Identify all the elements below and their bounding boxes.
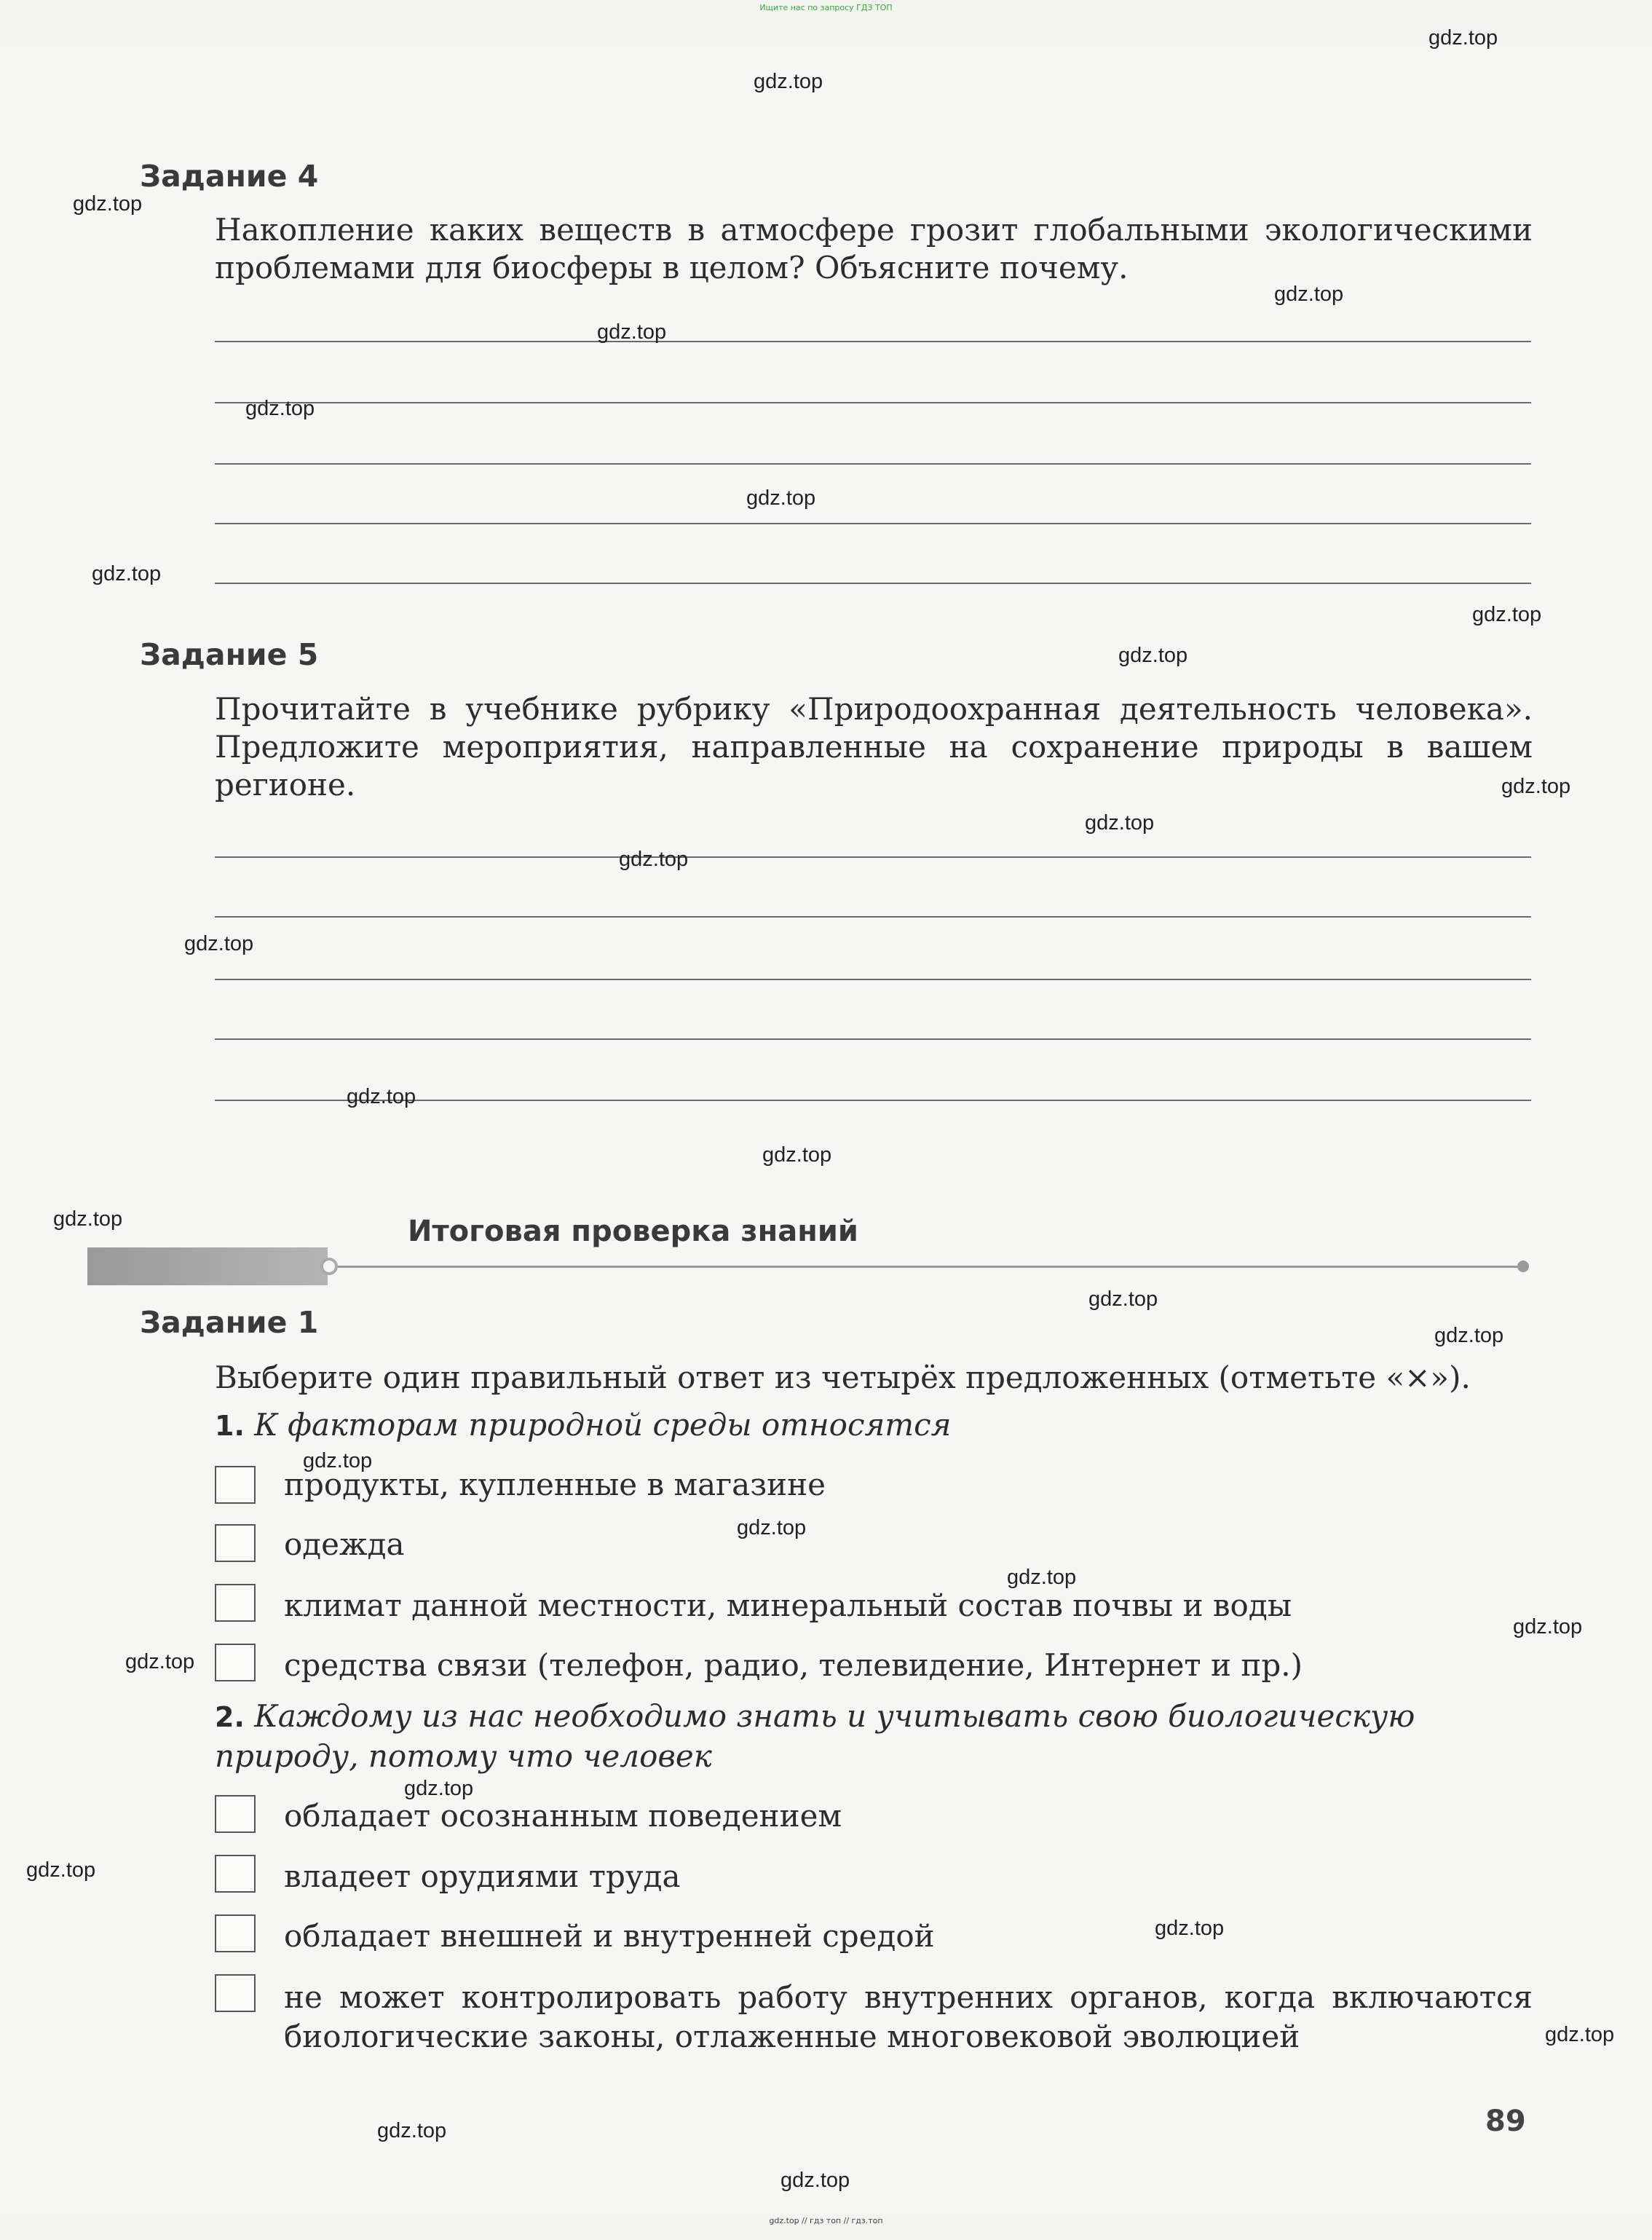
checkbox-q2-opt3[interactable] <box>215 1914 256 1952</box>
answer-line[interactable] <box>215 583 1531 584</box>
answer-line[interactable] <box>215 979 1531 980</box>
answer-line[interactable] <box>215 1038 1531 1040</box>
watermark: gdz.top <box>746 486 816 510</box>
watermark: gdz.top <box>404 1777 474 1800</box>
watermark: gdz.top <box>780 2169 850 2192</box>
section-band-line <box>338 1266 1523 1268</box>
task1-heading: Задание 1 <box>140 1305 319 1340</box>
watermark: gdz.top <box>1428 26 1498 50</box>
watermark: gdz.top <box>737 1516 807 1539</box>
watermark: gdz.top <box>184 932 254 955</box>
q1-option-2: одежда <box>284 1526 405 1562</box>
answer-line[interactable] <box>215 916 1531 918</box>
footer-note: gdz.top // гдз топ // гдз.топ <box>769 2216 883 2225</box>
task5-heading: Задание 5 <box>140 637 319 672</box>
watermark: gdz.top <box>619 848 689 871</box>
checkbox-q2-opt2[interactable] <box>215 1855 256 1893</box>
watermark: gdz.top <box>73 192 143 216</box>
watermark: gdz.top <box>1501 775 1571 798</box>
page-number: 89 <box>1485 2105 1526 2138</box>
question-1-text: К факторам природной среды относятся <box>254 1407 952 1443</box>
question-2 <box>215 1697 1533 1776</box>
watermark: gdz.top <box>1513 1615 1583 1638</box>
watermark: gdz.top <box>245 397 315 420</box>
watermark: gdz.top <box>597 320 667 344</box>
q2-option-3: обладает внешней и внутренней средой <box>284 1918 935 1954</box>
watermark: gdz.top <box>303 1449 373 1472</box>
watermark: gdz.top <box>377 2119 447 2142</box>
watermark: gdz.top <box>1088 1287 1158 1311</box>
watermark: gdz.top <box>1118 644 1188 667</box>
watermark: gdz.top <box>1007 1566 1077 1589</box>
question-2-number: 2. <box>215 1701 245 1733</box>
section-title: Итоговая проверка знаний <box>408 1215 858 1248</box>
q1-option-3: климат данной местности, минеральный состав почвы и воды <box>284 1588 1292 1623</box>
question-1-number: 1. <box>215 1410 245 1442</box>
section-band-dot <box>320 1258 338 1275</box>
answer-line[interactable] <box>215 402 1531 403</box>
answer-line[interactable] <box>215 341 1531 342</box>
checkbox-q1-opt3[interactable] <box>215 1584 256 1622</box>
watermark: gdz.top <box>754 70 823 93</box>
watermark: gdz.top <box>1085 811 1155 835</box>
watermark: gdz.top <box>347 1085 416 1108</box>
watermark: gdz.top <box>26 1858 96 1882</box>
watermark: gdz.top <box>1434 1324 1504 1347</box>
watermark: gdz.top <box>53 1207 123 1231</box>
checkbox-q1-opt1[interactable] <box>215 1466 256 1504</box>
header-note: Ищите нас по запросу ГДЗ ТОП <box>759 3 893 12</box>
q2-option-1: обладает осознанным поведением <box>284 1798 842 1834</box>
section-band <box>87 1247 328 1285</box>
watermark: gdz.top <box>1274 283 1344 306</box>
checkbox-q2-opt4[interactable] <box>215 1974 256 2012</box>
q1-option-4: средства связи (телефон, радио, телевидение, Интернет и пр.) <box>284 1647 1303 1683</box>
section-band-end <box>1517 1261 1529 1272</box>
q1-option-1: продукты, купленные в магазине <box>284 1467 826 1502</box>
watermark: gdz.top <box>1545 2023 1615 2046</box>
checkbox-q1-opt4[interactable] <box>215 1644 256 1681</box>
answer-line[interactable] <box>215 463 1531 465</box>
question-2-text: Каждому из нас необходимо знать и учитывать свою биологическую природу, потому что человек <box>215 1698 1415 1774</box>
watermark: gdz.top <box>1472 603 1542 626</box>
task4-heading: Задание 4 <box>140 159 319 194</box>
task1-instruction: Выберите один правильный ответ из четырёх предложенных (отметьте «×»). <box>215 1360 1471 1395</box>
q2-option-2: владеет орудиями труда <box>284 1858 681 1894</box>
watermark: gdz.top <box>92 562 162 585</box>
checkbox-q2-opt1[interactable] <box>215 1795 256 1833</box>
q2-option-4: не может контролировать работу внутренних органов, когда включаются биологические законы, отлаженные многовековой эволюцией <box>284 1979 1533 2054</box>
question-1 <box>215 1405 1533 1446</box>
watermark: gdz.top <box>1155 1917 1225 1940</box>
answer-line[interactable] <box>215 856 1531 858</box>
task4-text: Накопление каких веществ в атмосфере грозит глобальными экологическими проблемами для биосферы в целом? Объясните почему. <box>215 212 1533 285</box>
checkbox-q1-opt2[interactable] <box>215 1524 256 1562</box>
answer-line[interactable] <box>215 523 1531 524</box>
watermark: gdz.top <box>125 1650 195 1673</box>
task5-text: Прочитайте в учебнике рубрику «Природоохранная деятельность человека». Предложите мероприятия, направленные на сохранение природы в вашем регионе. <box>215 691 1533 802</box>
watermark: gdz.top <box>762 1143 832 1167</box>
